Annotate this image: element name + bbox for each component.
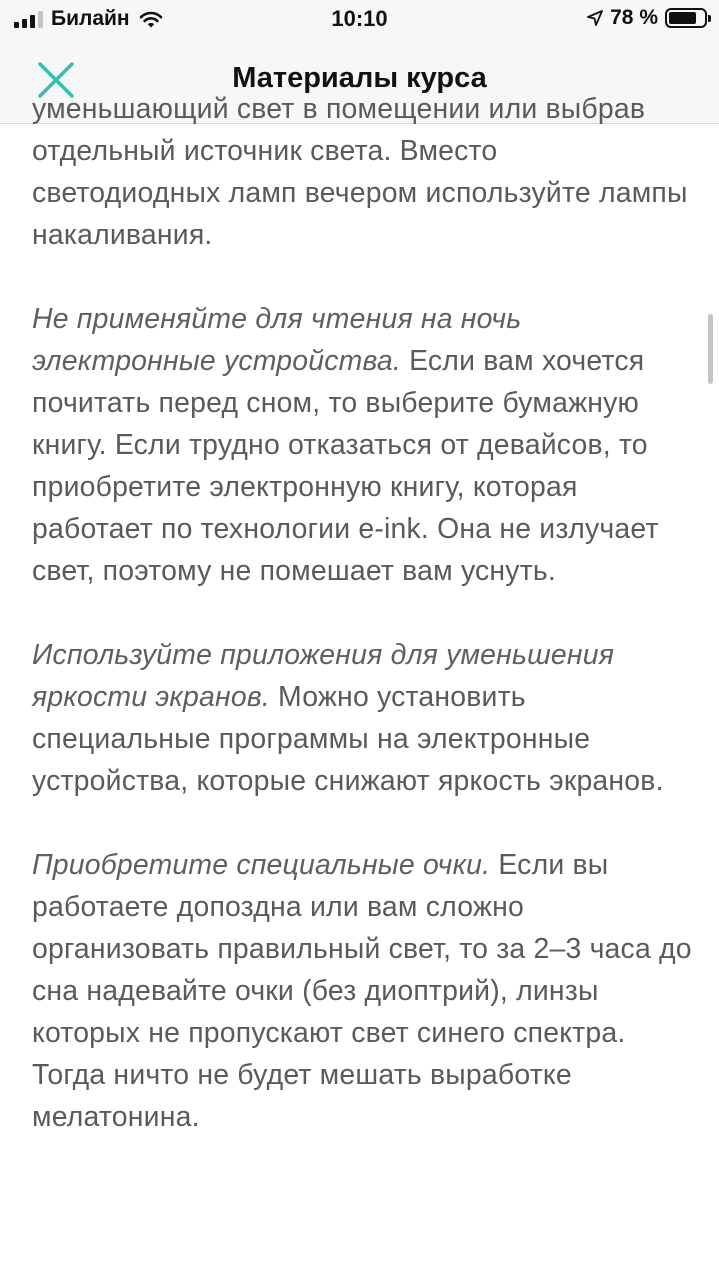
article-cut-line <box>32 88 692 130</box>
status-time: 10:10 <box>331 6 388 31</box>
battery-icon <box>665 8 707 28</box>
carrier-name: Билайн <box>51 7 130 30</box>
tip-body: Если вам хочется почитать перед сном, то выберите бумажную книгу. Если трудно отказаться от девайсов, то приобретите электронную книгу, которая работает по технологии e-ink. Она не излучает свет, поэтому не помешает вам уснуть. <box>32 345 659 587</box>
tip-title: Приобретите специальные очки. <box>32 849 491 881</box>
scrollbar[interactable] <box>708 314 713 384</box>
tip-paragraph-glasses <box>32 844 692 1138</box>
tip-body: Можно установить специальные программы на электронные устройства, которые снижают яркость экранов. <box>32 681 664 797</box>
article-top-fragment: уменьшающий свет в помещении или выбрав <box>32 93 646 125</box>
article-scroll-area[interactable] <box>0 93 719 1280</box>
status-right <box>587 6 707 30</box>
tip-paragraph-ereaders <box>32 298 692 592</box>
location-arrow-icon <box>587 10 603 26</box>
tip-title: Используйте приложения для уменьшения яркости экранов. <box>32 639 615 713</box>
tip-paragraph-apps <box>32 634 692 802</box>
battery-percent: 78 % <box>610 6 658 29</box>
article-body <box>32 88 692 1180</box>
article-paragraph <box>32 130 692 256</box>
page-title: Материалы курса <box>232 62 487 94</box>
paragraph-text: отдельный источник света. Вместо светодиодных ламп вечером используйте лампы накаливания. <box>32 135 688 251</box>
status-bar <box>0 0 719 40</box>
tip-body: Если вы работаете допоздна или вам сложно организовать правильный свет, то за 2–3 часа до сна надевайте очки (без диоптрий), линзы которых не пропускают свет синего спектра. Тогда ничто не будет мешать выработке мелатонина. <box>32 849 692 1133</box>
tip-title: Не применяйте для чтения на ночь электронные устройства. <box>32 303 522 377</box>
battery-level <box>669 12 696 24</box>
